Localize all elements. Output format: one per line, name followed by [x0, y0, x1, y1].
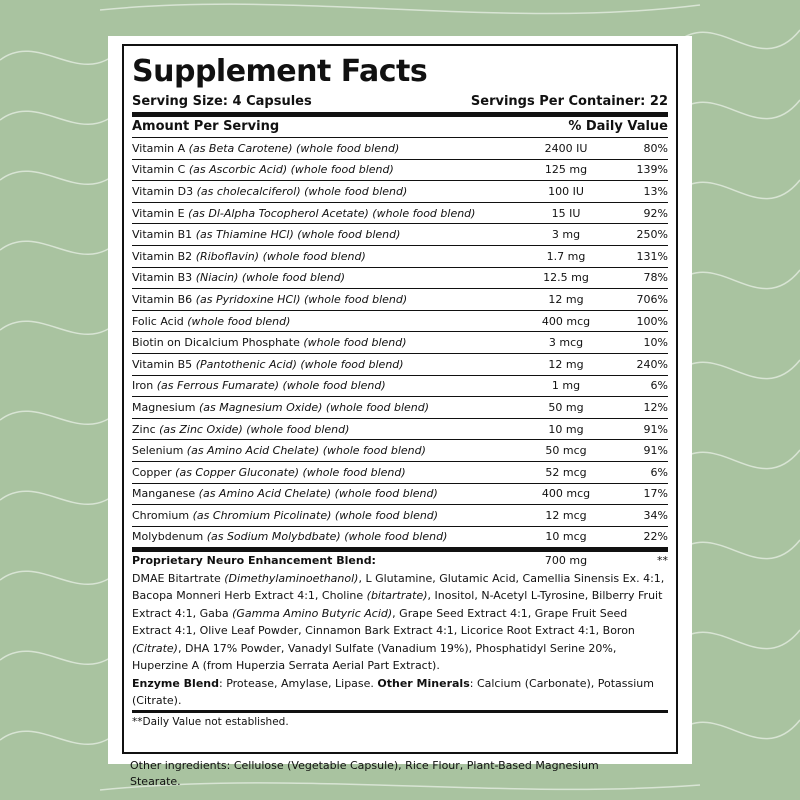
blend-text-italic: (Dimethylaminoethanol): [224, 571, 359, 585]
nutrient-amount: 10 mcg: [545, 530, 587, 544]
nutrient-row: [132, 203, 668, 225]
nutrient-label: Biotin on Dicalcium Phosphate: [132, 336, 304, 350]
dv-header: % Daily Value: [568, 119, 668, 134]
nutrient-dv: 240%: [636, 357, 668, 371]
nutrient-dv: 250%: [636, 228, 668, 242]
nutrient-detail: (as Ascorbic Acid) (whole food blend): [188, 163, 394, 177]
nutrient-amount: 400 mcg: [541, 487, 591, 501]
nutrient-amount: 400 mcg: [541, 314, 591, 328]
nutrient-row: [132, 397, 668, 419]
blend-amount: 700 mg: [544, 554, 588, 568]
nutrient-row: [132, 376, 668, 398]
nutrient-row: [132, 527, 668, 548]
nutrient-dv: 6%: [650, 379, 668, 393]
nutrient-dv: 131%: [636, 249, 668, 263]
nutrient-detail: (as Beta Carotene) (whole food blend): [188, 141, 400, 155]
nutrient-detail: (whole food blend): [187, 314, 291, 328]
nutrient-dv: 139%: [636, 163, 668, 177]
nutrient-dv: 92%: [643, 206, 668, 220]
nutrient-row: [132, 224, 668, 246]
nutrient-dv: 706%: [636, 292, 668, 306]
enzyme-text: : Protease, Amylase, Lipase.: [219, 676, 378, 690]
nutrient-dv: 91%: [643, 444, 668, 458]
nutrient-amount: 10 mg: [548, 422, 584, 436]
blend-text: , DHA 17% Powder, Vanadyl Sulfate (Vanadium 19%), Phosphatidyl Serine 20%, Huperzine A (from Huperzia Serrata Aerial Part Extract).: [132, 641, 617, 673]
servings-per-container: Servings Per Container: 22: [470, 94, 668, 109]
other-ingredients: Other ingredients: Cellulose (Vegetable Capsule), Rice Flour, Plant-Based Magnesium Stearate.: [130, 759, 599, 788]
panel-title: Supplement Facts: [132, 54, 428, 89]
nutrient-dv: 13%: [643, 184, 668, 198]
nutrient-label: Vitamin D3: [132, 184, 197, 198]
nutrient-row: [132, 419, 668, 441]
nutrient-name: [132, 530, 520, 543]
label-card: [108, 36, 692, 788]
nutrient-detail: (Niacin) (whole food blend): [195, 271, 346, 285]
minerals-text: : Calcium (Carbonate), Potassium (Citrate).: [132, 676, 654, 708]
nutrient-amount: 125 mg: [544, 163, 588, 177]
nutrient-label: Selenium: [132, 444, 187, 458]
nutrient-row: [132, 354, 668, 376]
blend-text: , Inositol, N-Acetyl L-Tyrosine, Bilberry Fruit Extract 4:1, Gaba: [132, 589, 663, 620]
nutrient-dv: 80%: [643, 141, 668, 155]
nutrient-name: [132, 250, 520, 263]
nutrient-name: [132, 358, 520, 371]
nutrient-amount: 2400 IU: [544, 141, 588, 155]
nutrient-name: [132, 271, 520, 284]
nutrient-label: Vitamin E: [132, 206, 189, 220]
blend-text-italic: (bitartrate): [366, 589, 428, 603]
nutrient-amount: 12.5 mg: [543, 271, 589, 285]
nutrient-amount: 50 mg: [548, 400, 584, 414]
nutrient-dv: 78%: [643, 271, 668, 285]
nutrient-dv: 6%: [650, 465, 668, 479]
nutrient-detail: (as Copper Gluconate) (whole food blend): [175, 465, 406, 479]
nutrient-row: [132, 246, 668, 268]
nutrient-amount: 3 mg: [551, 228, 581, 242]
nutrient-detail: (as Amino Acid Chelate) (whole food blend): [198, 487, 438, 501]
nutrient-amount: 12 mcg: [545, 508, 587, 522]
nutrient-name: [132, 185, 520, 198]
nutrient-name: [132, 466, 520, 479]
nutrient-name: [132, 509, 520, 522]
nutrient-label: Vitamin B1: [132, 228, 196, 242]
nutrient-name: [132, 163, 520, 176]
nutrient-amount: 3 mcg: [548, 336, 584, 350]
nutrient-detail: (as Dl-Alpha Tocopherol Acetate) (whole food blend): [188, 206, 476, 220]
nutrient-amount: 12 mg: [548, 292, 584, 306]
nutrient-dv: 34%: [643, 508, 668, 522]
nutrient-label: Vitamin B5: [132, 357, 196, 371]
nutrient-name: [132, 379, 520, 392]
nutrient-label: Vitamin B3: [132, 271, 196, 285]
nutrient-dv: 12%: [643, 400, 668, 414]
nutrient-detail: (as Amino Acid Chelate) (whole food blend): [186, 444, 426, 458]
blend-ingredients: [132, 570, 668, 675]
nutrient-name: [132, 336, 520, 349]
nutrient-label: Chromium: [132, 508, 193, 522]
nutrient-name: [132, 487, 520, 500]
serving-size: Serving Size: 4 Capsules: [132, 94, 312, 109]
nutrient-label: Zinc: [132, 422, 160, 436]
nutrient-detail: (whole food blend): [303, 336, 407, 350]
supplement-facts-panel: [122, 44, 678, 754]
nutrient-label: Molybdenum: [132, 530, 207, 544]
nutrient-name: [132, 293, 520, 306]
nutrient-row: [132, 160, 668, 182]
blend-dv: **: [657, 554, 668, 568]
blend-text: , L Glutamine, Glutamic Acid, Camellia Sinensis Ex. 4:1, Bacopa Monneri Herb Extract 4:1, Choline: [132, 571, 665, 603]
nutrient-label: Copper: [132, 465, 176, 479]
nutrient-row: [132, 505, 668, 527]
nutrient-row: [132, 332, 668, 354]
nutrient-dv: 100%: [636, 314, 668, 328]
nutrient-name: [132, 444, 520, 457]
blend-text-italic: (Gamma Amino Butyric Acid): [232, 606, 393, 620]
nutrient-row: [132, 440, 668, 462]
nutrient-label: Vitamin C: [132, 163, 189, 177]
blend-text: , Grape Seed Extract 4:1, Grape Fruit Seed Extract 4:1, Olive Leaf Powder, Cinnamon Bark Extract 4:1, Licorice Root Extract 4:1, Boron: [132, 606, 635, 638]
nutrient-label: Manganese: [132, 487, 199, 501]
nutrient-detail: (as Thiamine HCl) (whole food blend): [195, 228, 401, 242]
enzyme-label: Enzyme Blend: [132, 676, 219, 690]
nutrient-amount: 100 IU: [548, 184, 584, 198]
nutrient-amount: 1.7 mg: [546, 249, 586, 263]
minerals-label: Other Minerals: [377, 676, 470, 690]
nutrient-name: [132, 423, 520, 436]
nutrient-name: [132, 228, 520, 241]
nutrient-label: Iron: [132, 379, 157, 393]
nutrient-detail: (as Sodium Molybdbate) (whole food blend): [206, 530, 448, 544]
nutrient-row: [132, 289, 668, 311]
nutrient-label: Vitamin B6: [132, 292, 196, 306]
proprietary-blend: [132, 552, 668, 710]
serving-info: [132, 92, 668, 112]
nutrient-name: [132, 142, 520, 155]
amount-header: Amount Per Serving: [132, 119, 280, 134]
blend-text: DMAE Bitartrate: [132, 571, 225, 585]
nutrient-detail: (as Ferrous Fumarate) (whole food blend): [156, 379, 386, 393]
nutrient-detail: (as Zinc Oxide) (whole food blend): [159, 422, 350, 436]
nutrient-detail: (Pantothenic Acid) (whole food blend): [195, 357, 404, 371]
nutrient-row: [132, 268, 668, 290]
nutrient-row: [132, 138, 668, 160]
enzyme-blend: [132, 675, 668, 710]
nutrient-name: [132, 207, 520, 220]
nutrient-dv: 17%: [643, 487, 668, 501]
nutrient-label: Magnesium: [132, 400, 199, 414]
nutrient-detail: (as Pyridoxine HCl) (whole food blend): [195, 292, 408, 306]
nutrient-label: Folic Acid: [132, 314, 188, 328]
blend-text-italic: (Citrate): [132, 641, 178, 655]
nutrient-row: [132, 462, 668, 484]
nutrient-list: [132, 138, 668, 547]
blend-header: [132, 552, 668, 570]
nutrient-detail: (Riboflavin) (whole food blend): [195, 249, 366, 263]
nutrient-dv: 91%: [643, 422, 668, 436]
nutrient-detail: (as Chromium Picolinate) (whole food blend): [192, 508, 439, 522]
nutrient-dv: 22%: [643, 530, 668, 544]
nutrient-name: [132, 401, 520, 414]
nutrient-amount: 52 mcg: [545, 465, 587, 479]
nutrient-dv: 10%: [643, 336, 668, 350]
nutrient-label: Vitamin A: [132, 141, 189, 155]
nutrient-name: [132, 315, 520, 328]
nutrient-detail: (as cholecalciferol) (whole food blend): [196, 184, 408, 198]
nutrient-row: [132, 484, 668, 506]
nutrient-amount: 12 mg: [548, 357, 584, 371]
nutrient-amount: 50 mcg: [545, 444, 587, 458]
column-header: [132, 117, 668, 137]
nutrient-amount: 15 IU: [551, 206, 581, 220]
nutrient-detail: (as Magnesium Oxide) (whole food blend): [198, 400, 430, 414]
nutrient-amount: 1 mg: [551, 379, 581, 393]
footnote: **Daily Value not established.: [132, 715, 289, 728]
nutrient-label: Vitamin B2: [132, 249, 196, 263]
nutrient-row: [132, 311, 668, 333]
blend-name: Proprietary Neuro Enhancement Blend:: [132, 554, 376, 568]
nutrient-row: [132, 181, 668, 203]
